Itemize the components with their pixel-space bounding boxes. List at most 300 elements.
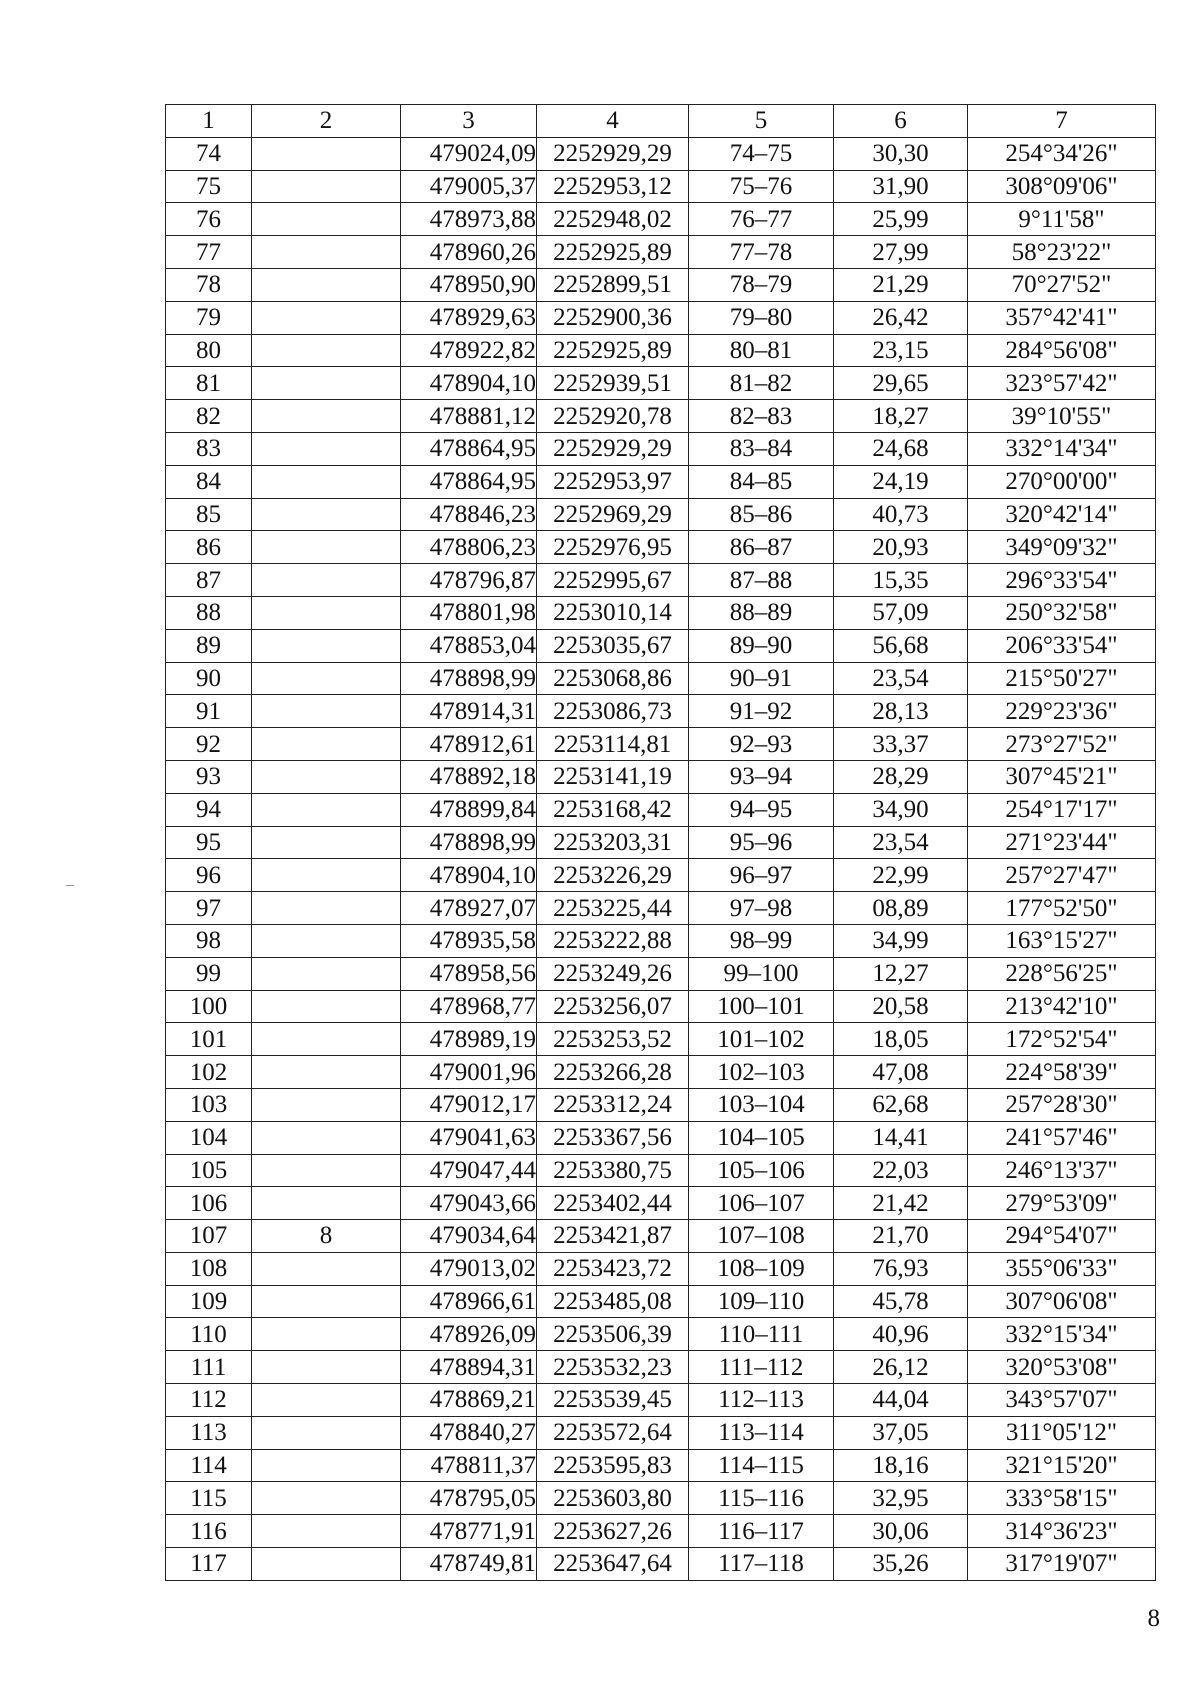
segment-cell: 96–97 <box>689 859 834 892</box>
segment-cell: 90–91 <box>689 662 834 695</box>
table-row <box>166 1154 1156 1187</box>
x-coordinate-cell: 478912,61 <box>401 728 537 761</box>
y-coordinate-cell: 2253603,80 <box>537 1482 689 1515</box>
bearing-cell: 246°13'37" <box>968 1154 1156 1187</box>
table-row <box>166 990 1156 1023</box>
y-coordinate-cell: 2253595,83 <box>537 1449 689 1482</box>
point-number-cell: 114 <box>166 1449 252 1482</box>
point-number-cell: 105 <box>166 1154 252 1187</box>
table-row <box>166 629 1156 662</box>
table-row <box>166 760 1156 793</box>
x-coordinate-cell: 479047,44 <box>401 1154 537 1187</box>
segment-cell: 81–82 <box>689 367 834 400</box>
point-number-cell: 76 <box>166 203 252 236</box>
bearing-cell: 332°14'34" <box>968 432 1156 465</box>
point-number-cell: 101 <box>166 1023 252 1056</box>
bearing-cell: 270°00'00" <box>968 465 1156 498</box>
group-cell <box>252 1285 401 1318</box>
y-coordinate-cell: 2253506,39 <box>537 1318 689 1351</box>
point-number-cell: 75 <box>166 170 252 203</box>
y-coordinate-cell: 2253222,88 <box>537 924 689 957</box>
y-coordinate-cell: 2253168,42 <box>537 793 689 826</box>
group-cell <box>252 236 401 269</box>
x-coordinate-cell: 478922,82 <box>401 334 537 367</box>
y-coordinate-cell: 2253532,23 <box>537 1351 689 1384</box>
distance-cell: 34,90 <box>834 793 968 826</box>
x-coordinate-cell: 478771,91 <box>401 1515 537 1548</box>
table-row <box>166 1482 1156 1515</box>
bearing-cell: 228°56'25" <box>968 957 1156 990</box>
table-row <box>166 728 1156 761</box>
table-row <box>166 203 1156 236</box>
point-number-cell: 91 <box>166 695 252 728</box>
group-cell <box>252 793 401 826</box>
table-row <box>166 465 1156 498</box>
group-cell <box>252 1318 401 1351</box>
point-number-cell: 112 <box>166 1384 252 1417</box>
y-coordinate-cell: 2253421,87 <box>537 1220 689 1253</box>
distance-cell: 28,13 <box>834 695 968 728</box>
y-coordinate-cell: 2253256,07 <box>537 990 689 1023</box>
segment-cell: 78–79 <box>689 268 834 301</box>
y-coordinate-cell: 2253226,29 <box>537 859 689 892</box>
distance-cell: 76,93 <box>834 1252 968 1285</box>
distance-cell: 21,42 <box>834 1187 968 1220</box>
table-row <box>166 1351 1156 1384</box>
y-coordinate-cell: 2252929,29 <box>537 432 689 465</box>
group-cell <box>252 170 401 203</box>
group-cell <box>252 596 401 629</box>
x-coordinate-cell: 478960,26 <box>401 236 537 269</box>
segment-cell: 89–90 <box>689 629 834 662</box>
segment-cell: 83–84 <box>689 432 834 465</box>
segment-cell: 114–115 <box>689 1449 834 1482</box>
bearing-cell: 307°45'21" <box>968 760 1156 793</box>
group-cell <box>252 301 401 334</box>
y-coordinate-cell: 2253253,52 <box>537 1023 689 1056</box>
y-coordinate-cell: 2252929,29 <box>537 137 689 170</box>
x-coordinate-cell: 478806,23 <box>401 531 537 564</box>
point-number-cell: 95 <box>166 826 252 859</box>
segment-cell: 99–100 <box>689 957 834 990</box>
distance-cell: 18,27 <box>834 400 968 433</box>
point-number-cell: 86 <box>166 531 252 564</box>
segment-cell: 93–94 <box>689 760 834 793</box>
table-row <box>166 1088 1156 1121</box>
y-coordinate-cell: 2252939,51 <box>537 367 689 400</box>
x-coordinate-cell: 478898,99 <box>401 826 537 859</box>
bearing-cell: 70°27'52" <box>968 268 1156 301</box>
group-cell: 8 <box>252 1220 401 1253</box>
x-coordinate-cell: 478950,90 <box>401 268 537 301</box>
bearing-cell: 215°50'27" <box>968 662 1156 695</box>
table-row <box>166 1121 1156 1154</box>
distance-cell: 28,29 <box>834 760 968 793</box>
bearing-cell: 317°19'07" <box>968 1548 1156 1581</box>
y-coordinate-cell: 2253380,75 <box>537 1154 689 1187</box>
y-coordinate-cell: 2253010,14 <box>537 596 689 629</box>
distance-cell: 22,03 <box>834 1154 968 1187</box>
bearing-cell: 279°53'09" <box>968 1187 1156 1220</box>
bearing-cell: 296°33'54" <box>968 564 1156 597</box>
segment-cell: 97–98 <box>689 892 834 925</box>
distance-cell: 37,05 <box>834 1416 968 1449</box>
y-coordinate-cell: 2252920,78 <box>537 400 689 433</box>
point-number-cell: 85 <box>166 498 252 531</box>
y-coordinate-cell: 2253249,26 <box>537 957 689 990</box>
group-cell <box>252 924 401 957</box>
x-coordinate-cell: 478894,31 <box>401 1351 537 1384</box>
table-row <box>166 859 1156 892</box>
table-row <box>166 826 1156 859</box>
table-row <box>166 1318 1156 1351</box>
y-coordinate-cell: 2253485,08 <box>537 1285 689 1318</box>
group-cell <box>252 662 401 695</box>
bearing-cell: 271°23'44" <box>968 826 1156 859</box>
segment-cell: 113–114 <box>689 1416 834 1449</box>
x-coordinate-cell: 478958,56 <box>401 957 537 990</box>
point-number-cell: 100 <box>166 990 252 1023</box>
segment-cell: 100–101 <box>689 990 834 1023</box>
segment-cell: 98–99 <box>689 924 834 957</box>
table-row <box>166 498 1156 531</box>
bearing-cell: 257°27'47" <box>968 859 1156 892</box>
bearing-cell: 250°32'58" <box>968 596 1156 629</box>
group-cell <box>252 400 401 433</box>
bearing-cell: 254°17'17" <box>968 793 1156 826</box>
distance-cell: 24,68 <box>834 432 968 465</box>
x-coordinate-cell: 478935,58 <box>401 924 537 957</box>
group-cell <box>252 367 401 400</box>
point-number-cell: 94 <box>166 793 252 826</box>
bearing-cell: 307°06'08" <box>968 1285 1156 1318</box>
point-number-cell: 111 <box>166 1351 252 1384</box>
table-row <box>166 695 1156 728</box>
x-coordinate-cell: 478927,07 <box>401 892 537 925</box>
bearing-cell: 320°42'14" <box>968 498 1156 531</box>
y-coordinate-cell: 2252948,02 <box>537 203 689 236</box>
point-number-cell: 80 <box>166 334 252 367</box>
distance-cell: 22,99 <box>834 859 968 892</box>
table-row <box>166 1384 1156 1417</box>
header-cell: 5 <box>689 105 834 138</box>
bearing-cell: 224°58'39" <box>968 1056 1156 1089</box>
segment-cell: 77–78 <box>689 236 834 269</box>
x-coordinate-cell: 479013,02 <box>401 1252 537 1285</box>
distance-cell: 27,99 <box>834 236 968 269</box>
coordinates-table <box>165 104 1156 1581</box>
y-coordinate-cell: 2253402,44 <box>537 1187 689 1220</box>
bearing-cell: 284°56'08" <box>968 334 1156 367</box>
x-coordinate-cell: 478864,95 <box>401 465 537 498</box>
scan-artifact-mark <box>66 885 74 886</box>
table-row <box>166 301 1156 334</box>
x-coordinate-cell: 479024,09 <box>401 137 537 170</box>
point-number-cell: 103 <box>166 1088 252 1121</box>
distance-cell: 14,41 <box>834 1121 968 1154</box>
point-number-cell: 110 <box>166 1318 252 1351</box>
header-cell: 4 <box>537 105 689 138</box>
x-coordinate-cell: 478904,10 <box>401 367 537 400</box>
group-cell <box>252 728 401 761</box>
y-coordinate-cell: 2252899,51 <box>537 268 689 301</box>
point-number-cell: 93 <box>166 760 252 793</box>
bearing-cell: 314°36'23" <box>968 1515 1156 1548</box>
point-number-cell: 116 <box>166 1515 252 1548</box>
x-coordinate-cell: 478989,19 <box>401 1023 537 1056</box>
point-number-cell: 90 <box>166 662 252 695</box>
y-coordinate-cell: 2253114,81 <box>537 728 689 761</box>
group-cell <box>252 564 401 597</box>
distance-cell: 30,30 <box>834 137 968 170</box>
group-cell <box>252 990 401 1023</box>
distance-cell: 45,78 <box>834 1285 968 1318</box>
x-coordinate-cell: 478846,23 <box>401 498 537 531</box>
segment-cell: 94–95 <box>689 793 834 826</box>
distance-cell: 25,99 <box>834 203 968 236</box>
bearing-cell: 229°23'36" <box>968 695 1156 728</box>
bearing-cell: 357°42'41" <box>968 301 1156 334</box>
bearing-cell: 294°54'07" <box>968 1220 1156 1253</box>
point-number-cell: 109 <box>166 1285 252 1318</box>
x-coordinate-cell: 478869,21 <box>401 1384 537 1417</box>
x-coordinate-cell: 478840,27 <box>401 1416 537 1449</box>
point-number-cell: 117 <box>166 1548 252 1581</box>
point-number-cell: 79 <box>166 301 252 334</box>
table-row <box>166 564 1156 597</box>
y-coordinate-cell: 2253423,72 <box>537 1252 689 1285</box>
y-coordinate-cell: 2253572,64 <box>537 1416 689 1449</box>
distance-cell: 15,35 <box>834 564 968 597</box>
segment-cell: 79–80 <box>689 301 834 334</box>
segment-cell: 88–89 <box>689 596 834 629</box>
y-coordinate-cell: 2253627,26 <box>537 1515 689 1548</box>
group-cell <box>252 137 401 170</box>
x-coordinate-cell: 478914,31 <box>401 695 537 728</box>
x-coordinate-cell: 479001,96 <box>401 1056 537 1089</box>
bearing-cell: 311°05'12" <box>968 1416 1156 1449</box>
table-row <box>166 137 1156 170</box>
distance-cell: 62,68 <box>834 1088 968 1121</box>
distance-cell: 18,16 <box>834 1449 968 1482</box>
group-cell <box>252 432 401 465</box>
segment-cell: 103–104 <box>689 1088 834 1121</box>
distance-cell: 30,06 <box>834 1515 968 1548</box>
table-row <box>166 432 1156 465</box>
group-cell <box>252 892 401 925</box>
y-coordinate-cell: 2252925,89 <box>537 334 689 367</box>
bearing-cell: 39°10'55" <box>968 400 1156 433</box>
table-row <box>166 596 1156 629</box>
y-coordinate-cell: 2253647,64 <box>537 1548 689 1581</box>
distance-cell: 56,68 <box>834 629 968 662</box>
point-number-cell: 84 <box>166 465 252 498</box>
distance-cell: 40,73 <box>834 498 968 531</box>
group-cell <box>252 1515 401 1548</box>
bearing-cell: 257°28'30" <box>968 1088 1156 1121</box>
bearing-cell: 254°34'26" <box>968 137 1156 170</box>
distance-cell: 21,70 <box>834 1220 968 1253</box>
header-cell: 7 <box>968 105 1156 138</box>
point-number-cell: 108 <box>166 1252 252 1285</box>
x-coordinate-cell: 478898,99 <box>401 662 537 695</box>
y-coordinate-cell: 2253203,31 <box>537 826 689 859</box>
x-coordinate-cell: 478929,63 <box>401 301 537 334</box>
x-coordinate-cell: 479034,64 <box>401 1220 537 1253</box>
segment-cell: 82–83 <box>689 400 834 433</box>
distance-cell: 31,90 <box>834 170 968 203</box>
table-row <box>166 957 1156 990</box>
y-coordinate-cell: 2253086,73 <box>537 695 689 728</box>
point-number-cell: 83 <box>166 432 252 465</box>
y-coordinate-cell: 2252953,97 <box>537 465 689 498</box>
x-coordinate-cell: 478973,88 <box>401 203 537 236</box>
point-number-cell: 97 <box>166 892 252 925</box>
distance-cell: 33,37 <box>834 728 968 761</box>
segment-cell: 115–116 <box>689 1482 834 1515</box>
point-number-cell: 113 <box>166 1416 252 1449</box>
segment-cell: 87–88 <box>689 564 834 597</box>
bearing-cell: 332°15'34" <box>968 1318 1156 1351</box>
distance-cell: 12,27 <box>834 957 968 990</box>
point-number-cell: 99 <box>166 957 252 990</box>
x-coordinate-cell: 478795,05 <box>401 1482 537 1515</box>
segment-cell: 95–96 <box>689 826 834 859</box>
segment-cell: 105–106 <box>689 1154 834 1187</box>
x-coordinate-cell: 479012,17 <box>401 1088 537 1121</box>
distance-cell: 32,95 <box>834 1482 968 1515</box>
group-cell <box>252 1482 401 1515</box>
y-coordinate-cell: 2252995,67 <box>537 564 689 597</box>
x-coordinate-cell: 478968,77 <box>401 990 537 1023</box>
segment-cell: 92–93 <box>689 728 834 761</box>
segment-cell: 86–87 <box>689 531 834 564</box>
table-row <box>166 400 1156 433</box>
y-coordinate-cell: 2253266,28 <box>537 1056 689 1089</box>
point-number-cell: 107 <box>166 1220 252 1253</box>
point-number-cell: 92 <box>166 728 252 761</box>
bearing-cell: 58°23'22" <box>968 236 1156 269</box>
bearing-cell: 333°58'15" <box>968 1482 1156 1515</box>
table-row <box>166 1548 1156 1581</box>
segment-cell: 110–111 <box>689 1318 834 1351</box>
x-coordinate-cell: 479043,66 <box>401 1187 537 1220</box>
x-coordinate-cell: 478966,61 <box>401 1285 537 1318</box>
distance-cell: 47,08 <box>834 1056 968 1089</box>
bearing-cell: 213°42'10" <box>968 990 1156 1023</box>
group-cell <box>252 760 401 793</box>
group-cell <box>252 334 401 367</box>
point-number-cell: 89 <box>166 629 252 662</box>
distance-cell: 23,54 <box>834 662 968 695</box>
y-coordinate-cell: 2253035,67 <box>537 629 689 662</box>
y-coordinate-cell: 2252969,29 <box>537 498 689 531</box>
y-coordinate-cell: 2253539,45 <box>537 1384 689 1417</box>
bearing-cell: 343°57'07" <box>968 1384 1156 1417</box>
distance-cell: 26,42 <box>834 301 968 334</box>
distance-cell: 20,93 <box>834 531 968 564</box>
point-number-cell: 88 <box>166 596 252 629</box>
table-row <box>166 1056 1156 1089</box>
group-cell <box>252 1023 401 1056</box>
group-cell <box>252 1416 401 1449</box>
x-coordinate-cell: 478881,12 <box>401 400 537 433</box>
distance-cell: 29,65 <box>834 367 968 400</box>
x-coordinate-cell: 478892,18 <box>401 760 537 793</box>
segment-cell: 108–109 <box>689 1252 834 1285</box>
y-coordinate-cell: 2253367,56 <box>537 1121 689 1154</box>
table-row <box>166 334 1156 367</box>
group-cell <box>252 465 401 498</box>
y-coordinate-cell: 2252953,12 <box>537 170 689 203</box>
segment-cell: 116–117 <box>689 1515 834 1548</box>
table-row <box>166 1220 1156 1253</box>
distance-cell: 40,96 <box>834 1318 968 1351</box>
segment-cell: 117–118 <box>689 1548 834 1581</box>
x-coordinate-cell: 478926,09 <box>401 1318 537 1351</box>
segment-cell: 101–102 <box>689 1023 834 1056</box>
table-row <box>166 1252 1156 1285</box>
distance-cell: 23,15 <box>834 334 968 367</box>
y-coordinate-cell: 2253068,86 <box>537 662 689 695</box>
group-cell <box>252 1121 401 1154</box>
table-row <box>166 268 1156 301</box>
distance-cell: 57,09 <box>834 596 968 629</box>
segment-cell: 109–110 <box>689 1285 834 1318</box>
table-row <box>166 1285 1156 1318</box>
bearing-cell: 9°11'58" <box>968 203 1156 236</box>
table-row <box>166 531 1156 564</box>
distance-cell: 20,58 <box>834 990 968 1023</box>
point-number-cell: 78 <box>166 268 252 301</box>
y-coordinate-cell: 2253312,24 <box>537 1088 689 1121</box>
point-number-cell: 102 <box>166 1056 252 1089</box>
table-row <box>166 236 1156 269</box>
group-cell <box>252 826 401 859</box>
table-row <box>166 170 1156 203</box>
x-coordinate-cell: 478796,87 <box>401 564 537 597</box>
distance-cell: 18,05 <box>834 1023 968 1056</box>
y-coordinate-cell: 2252976,95 <box>537 531 689 564</box>
table-row <box>166 1187 1156 1220</box>
distance-cell: 23,54 <box>834 826 968 859</box>
segment-cell: 91–92 <box>689 695 834 728</box>
segment-cell: 84–85 <box>689 465 834 498</box>
group-cell <box>252 498 401 531</box>
table-row <box>166 1023 1156 1056</box>
bearing-cell: 172°52'54" <box>968 1023 1156 1056</box>
table-row <box>166 367 1156 400</box>
table-row <box>166 1416 1156 1449</box>
point-number-cell: 81 <box>166 367 252 400</box>
group-cell <box>252 629 401 662</box>
table-row <box>166 1515 1156 1548</box>
table-row <box>166 662 1156 695</box>
distance-cell: 26,12 <box>834 1351 968 1384</box>
distance-cell: 08,89 <box>834 892 968 925</box>
distance-cell: 21,29 <box>834 268 968 301</box>
group-cell <box>252 859 401 892</box>
y-coordinate-cell: 2252900,36 <box>537 301 689 334</box>
distance-cell: 24,19 <box>834 465 968 498</box>
table-body <box>166 137 1156 1580</box>
y-coordinate-cell: 2253141,19 <box>537 760 689 793</box>
table-row <box>166 924 1156 957</box>
bearing-cell: 323°57'42" <box>968 367 1156 400</box>
group-cell <box>252 1252 401 1285</box>
segment-cell: 74–75 <box>689 137 834 170</box>
header-cell: 2 <box>252 105 401 138</box>
